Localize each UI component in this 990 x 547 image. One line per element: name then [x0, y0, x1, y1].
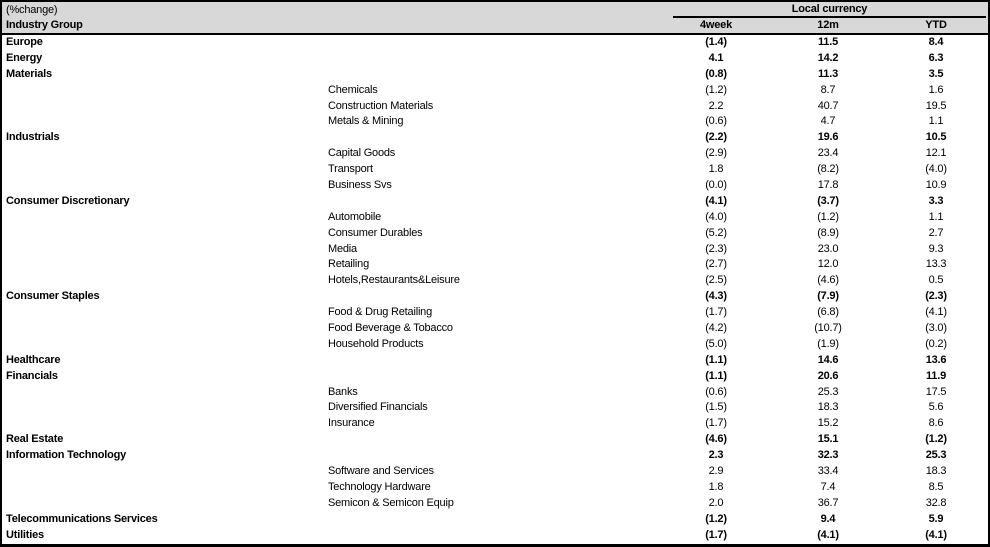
sub-industry-cell: Construction Materials	[328, 99, 434, 112]
value-4week: (2.3)	[705, 242, 727, 255]
value-12m: 17.8	[817, 179, 839, 192]
industry-group-cell: Utilities	[6, 528, 44, 541]
value-4week: 2.3	[708, 449, 724, 462]
sub-industry-cell: Metals & Mining	[328, 115, 404, 128]
sub-industry-cell: Business Svs	[328, 179, 392, 192]
sub-industry-cell: Software and Services	[328, 465, 434, 478]
table-row	[2, 273, 988, 289]
table-row	[2, 369, 988, 385]
table-row	[2, 242, 988, 258]
industry-group-column-header: Industry Group	[6, 19, 83, 31]
value-4week: (2.9)	[705, 147, 727, 160]
value-ytd: 3.5	[928, 67, 944, 80]
value-12m: (10.7)	[814, 322, 842, 335]
industry-group-cell	[2, 242, 328, 258]
value-ytd: 25.3	[925, 449, 947, 462]
value-ytd: 1.1	[928, 115, 944, 128]
value-ytd: 0.5	[928, 274, 944, 287]
value-12m: 18.3	[817, 401, 839, 414]
sub-industry-cell: Media	[328, 242, 357, 255]
value-ytd: 5.6	[928, 401, 944, 414]
sub-industry-cell: Transport	[328, 163, 373, 176]
table-row	[2, 448, 988, 464]
sub-industry-column-spacer	[328, 18, 660, 33]
value-12m: 40.7	[817, 99, 839, 112]
pct-change-label: (%change)	[6, 4, 58, 16]
value-ytd: (0.2)	[925, 337, 947, 350]
value-ytd: 12.1	[925, 147, 947, 160]
value-ytd: (4.0)	[925, 163, 947, 176]
industry-group-cell	[2, 114, 328, 130]
table-row	[2, 400, 988, 416]
value-12m: 9.4	[820, 512, 836, 525]
value-4week: (5.0)	[705, 337, 727, 350]
value-12m: 7.4	[820, 480, 836, 493]
sub-industry-cell	[328, 432, 660, 448]
value-4week: (1.2)	[705, 512, 727, 525]
value-4week: 1.8	[708, 163, 724, 176]
sub-industry-cell: Hotels,Restaurants&Leisure	[328, 274, 460, 287]
sub-industry-cell: Food Beverage & Tobacco	[328, 322, 453, 335]
value-12m: 20.6	[817, 369, 839, 382]
industry-group-cell	[2, 162, 328, 178]
sub-industry-cell	[328, 35, 660, 51]
table-row	[2, 257, 988, 273]
industry-group-cell: Information Technology	[6, 449, 127, 462]
industry-group-cell	[2, 210, 328, 226]
table-row	[2, 528, 988, 544]
value-4week: (4.6)	[705, 433, 727, 446]
value-12m: 8.7	[820, 83, 836, 96]
value-4week: (0.8)	[705, 67, 727, 80]
table-row	[2, 353, 988, 369]
sub-industry-cell	[328, 289, 660, 305]
industry-group-cell: Real Estate	[6, 433, 64, 446]
value-12m: (8.9)	[817, 226, 839, 239]
sub-industry-cell: Consumer Durables	[328, 226, 423, 239]
value-ytd: (1.2)	[925, 433, 947, 446]
value-ytd: (4.1)	[925, 306, 947, 319]
value-4week: 2.0	[708, 496, 724, 509]
industry-group-cell: Materials	[6, 67, 52, 80]
sub-industry-cell	[328, 353, 660, 369]
value-12m: 14.2	[817, 51, 839, 64]
value-12m: 33.4	[817, 465, 839, 478]
industry-group-cell	[2, 321, 328, 337]
value-ytd: 3.3	[928, 194, 944, 207]
value-4week: (1.4)	[705, 36, 727, 48]
table-row	[2, 512, 988, 528]
value-ytd: 19.5	[925, 99, 947, 112]
table-row	[2, 416, 988, 432]
industry-group-cell: Energy	[6, 51, 43, 64]
sub-industry-cell	[328, 67, 660, 83]
value-ytd: 11.9	[925, 369, 946, 382]
value-4week: (5.2)	[705, 226, 727, 239]
value-ytd: 1.6	[928, 83, 944, 96]
table-row	[2, 321, 988, 337]
industry-group-cell: Europe	[6, 36, 43, 48]
industry-group-cell	[2, 146, 328, 162]
sub-industry-cell: Diversified Financials	[328, 401, 428, 414]
value-12m: (1.2)	[817, 210, 839, 223]
table-row	[2, 35, 988, 51]
value-4week: (1.1)	[705, 353, 727, 366]
value-ytd: 2.7	[928, 226, 944, 239]
value-ytd: 8.4	[928, 36, 944, 48]
value-12m: 11.3	[817, 67, 838, 80]
value-12m: (3.7)	[817, 194, 839, 207]
industry-group-cell	[2, 416, 328, 432]
table-row	[2, 194, 988, 210]
value-4week: (2.5)	[705, 274, 727, 287]
value-4week: (1.7)	[705, 306, 727, 319]
sub-industry-cell: Household Products	[328, 337, 424, 350]
header-row-currency	[2, 2, 988, 18]
industry-group-cell	[2, 400, 328, 416]
value-ytd: 8.5	[928, 480, 944, 493]
value-12m: 11.5	[817, 36, 838, 48]
table-row	[2, 432, 988, 448]
value-4week: (4.1)	[705, 194, 727, 207]
value-4week: (2.2)	[705, 131, 727, 144]
industry-group-cell	[2, 99, 328, 115]
table-row	[2, 464, 988, 480]
table-row	[2, 67, 988, 83]
industry-group-cell	[2, 273, 328, 289]
industry-group-cell: Consumer Staples	[6, 290, 100, 303]
table-row	[2, 83, 988, 99]
table-body	[2, 35, 988, 544]
sub-industry-cell: Technology Hardware	[328, 480, 431, 493]
value-4week: (2.7)	[705, 258, 727, 271]
table-row	[2, 480, 988, 496]
value-12m: (6.8)	[817, 306, 839, 319]
sub-industry-cell: Retailing	[328, 258, 370, 271]
sub-industry-cell: Semicon & Semicon Equip	[328, 496, 454, 509]
value-12m: 25.3	[817, 385, 839, 398]
sub-industry-cell: Banks	[328, 385, 358, 398]
sub-industry-cell: Insurance	[328, 417, 375, 430]
table-row	[2, 51, 988, 67]
value-ytd: 6.3	[928, 51, 944, 64]
table-row	[2, 305, 988, 321]
value-12m: 36.7	[817, 496, 839, 509]
value-ytd: 8.6	[928, 417, 944, 430]
value-4week: (1.5)	[705, 401, 727, 414]
sub-industry-cell: Chemicals	[328, 83, 378, 96]
table-row	[2, 226, 988, 242]
value-4week: (1.7)	[705, 417, 727, 430]
value-4week: (0.6)	[705, 385, 727, 398]
value-ytd: 32.8	[925, 496, 947, 509]
value-4week: (4.0)	[705, 210, 727, 223]
industry-group-cell	[2, 257, 328, 273]
industry-group-cell	[2, 305, 328, 321]
table-row	[2, 337, 988, 353]
column-header-ytd: YTD	[925, 19, 947, 31]
value-4week: (1.1)	[705, 369, 727, 382]
sub-industry-cell: Capital Goods	[328, 147, 396, 160]
industry-group-cell	[2, 480, 328, 496]
table-row	[2, 114, 988, 130]
value-12m: 12.0	[817, 258, 839, 271]
value-4week: (0.0)	[705, 179, 727, 192]
industry-group-cell: Consumer Discretionary	[6, 194, 130, 207]
value-12m: 19.6	[817, 131, 839, 144]
industry-group-cell	[2, 226, 328, 242]
table-row	[2, 162, 988, 178]
industry-group-cell	[2, 496, 328, 512]
value-ytd: 17.5	[925, 385, 947, 398]
industry-group-cell: Industrials	[6, 131, 60, 144]
industry-group-cell	[2, 337, 328, 353]
column-header-4week: 4week	[699, 19, 733, 31]
sub-industry-cell: Automobile	[328, 210, 382, 223]
industry-group-cell	[2, 385, 328, 401]
value-ytd: (4.1)	[925, 528, 947, 541]
table-row	[2, 210, 988, 226]
value-4week: 2.2	[708, 99, 724, 112]
value-12m: (8.2)	[817, 163, 839, 176]
value-ytd: 13.6	[925, 353, 947, 366]
value-12m: 23.4	[817, 147, 839, 160]
value-12m: (7.9)	[817, 290, 839, 303]
sub-industry-cell	[328, 512, 660, 528]
industry-group-cell: Telecommunications Services	[6, 512, 158, 525]
value-12m: (4.6)	[817, 274, 839, 287]
value-4week: 4.1	[708, 51, 724, 64]
header-row-columns	[2, 18, 988, 33]
value-4week: 1.8	[708, 480, 724, 493]
table-row	[2, 99, 988, 115]
industry-group-cell: Healthcare	[6, 353, 61, 366]
value-4week: (1.2)	[705, 83, 727, 96]
value-12m: 15.1	[817, 433, 839, 446]
sub-industry-cell	[328, 130, 660, 146]
value-12m: 23.0	[817, 242, 839, 255]
table-row	[2, 496, 988, 512]
value-4week: (1.7)	[705, 528, 727, 541]
value-12m: (1.9)	[817, 337, 839, 350]
table-row	[2, 385, 988, 401]
value-12m: (4.1)	[817, 528, 839, 541]
value-ytd: 13.3	[925, 258, 947, 271]
value-ytd: (2.3)	[925, 290, 947, 303]
table-row	[2, 130, 988, 146]
value-ytd: 10.9	[925, 179, 947, 192]
value-12m: 32.3	[817, 449, 839, 462]
sub-industry-cell	[328, 194, 660, 210]
value-4week: (0.6)	[705, 115, 727, 128]
table-header	[2, 2, 988, 35]
value-12m: 15.2	[817, 417, 839, 430]
value-ytd: 5.9	[928, 512, 944, 525]
industry-group-cell	[2, 83, 328, 99]
industry-group-cell	[2, 464, 328, 480]
local-currency-label: Local currency	[673, 2, 986, 18]
value-ytd: 1.1	[928, 210, 944, 223]
value-4week: (4.3)	[705, 290, 727, 303]
table-row	[2, 146, 988, 162]
industry-group-cell: Financials	[6, 369, 58, 382]
sub-industry-cell	[328, 448, 660, 464]
value-ytd: 10.5	[925, 131, 947, 144]
column-header-12m: 12m	[817, 19, 839, 31]
sub-industry-cell: Food & Drug Retailing	[328, 306, 433, 319]
value-ytd: 18.3	[925, 465, 947, 478]
table-row	[2, 178, 988, 194]
value-12m: 4.7	[820, 115, 836, 128]
sub-industry-cell	[328, 51, 660, 67]
value-ytd: 9.3	[928, 242, 944, 255]
industry-group-cell	[2, 178, 328, 194]
sub-industry-cell	[328, 369, 660, 385]
value-ytd: (3.0)	[925, 322, 947, 335]
value-12m: 14.6	[817, 353, 839, 366]
value-4week: 2.9	[708, 465, 724, 478]
value-4week: (4.2)	[705, 322, 727, 335]
table-row	[2, 289, 988, 305]
sub-industry-cell	[328, 528, 660, 544]
